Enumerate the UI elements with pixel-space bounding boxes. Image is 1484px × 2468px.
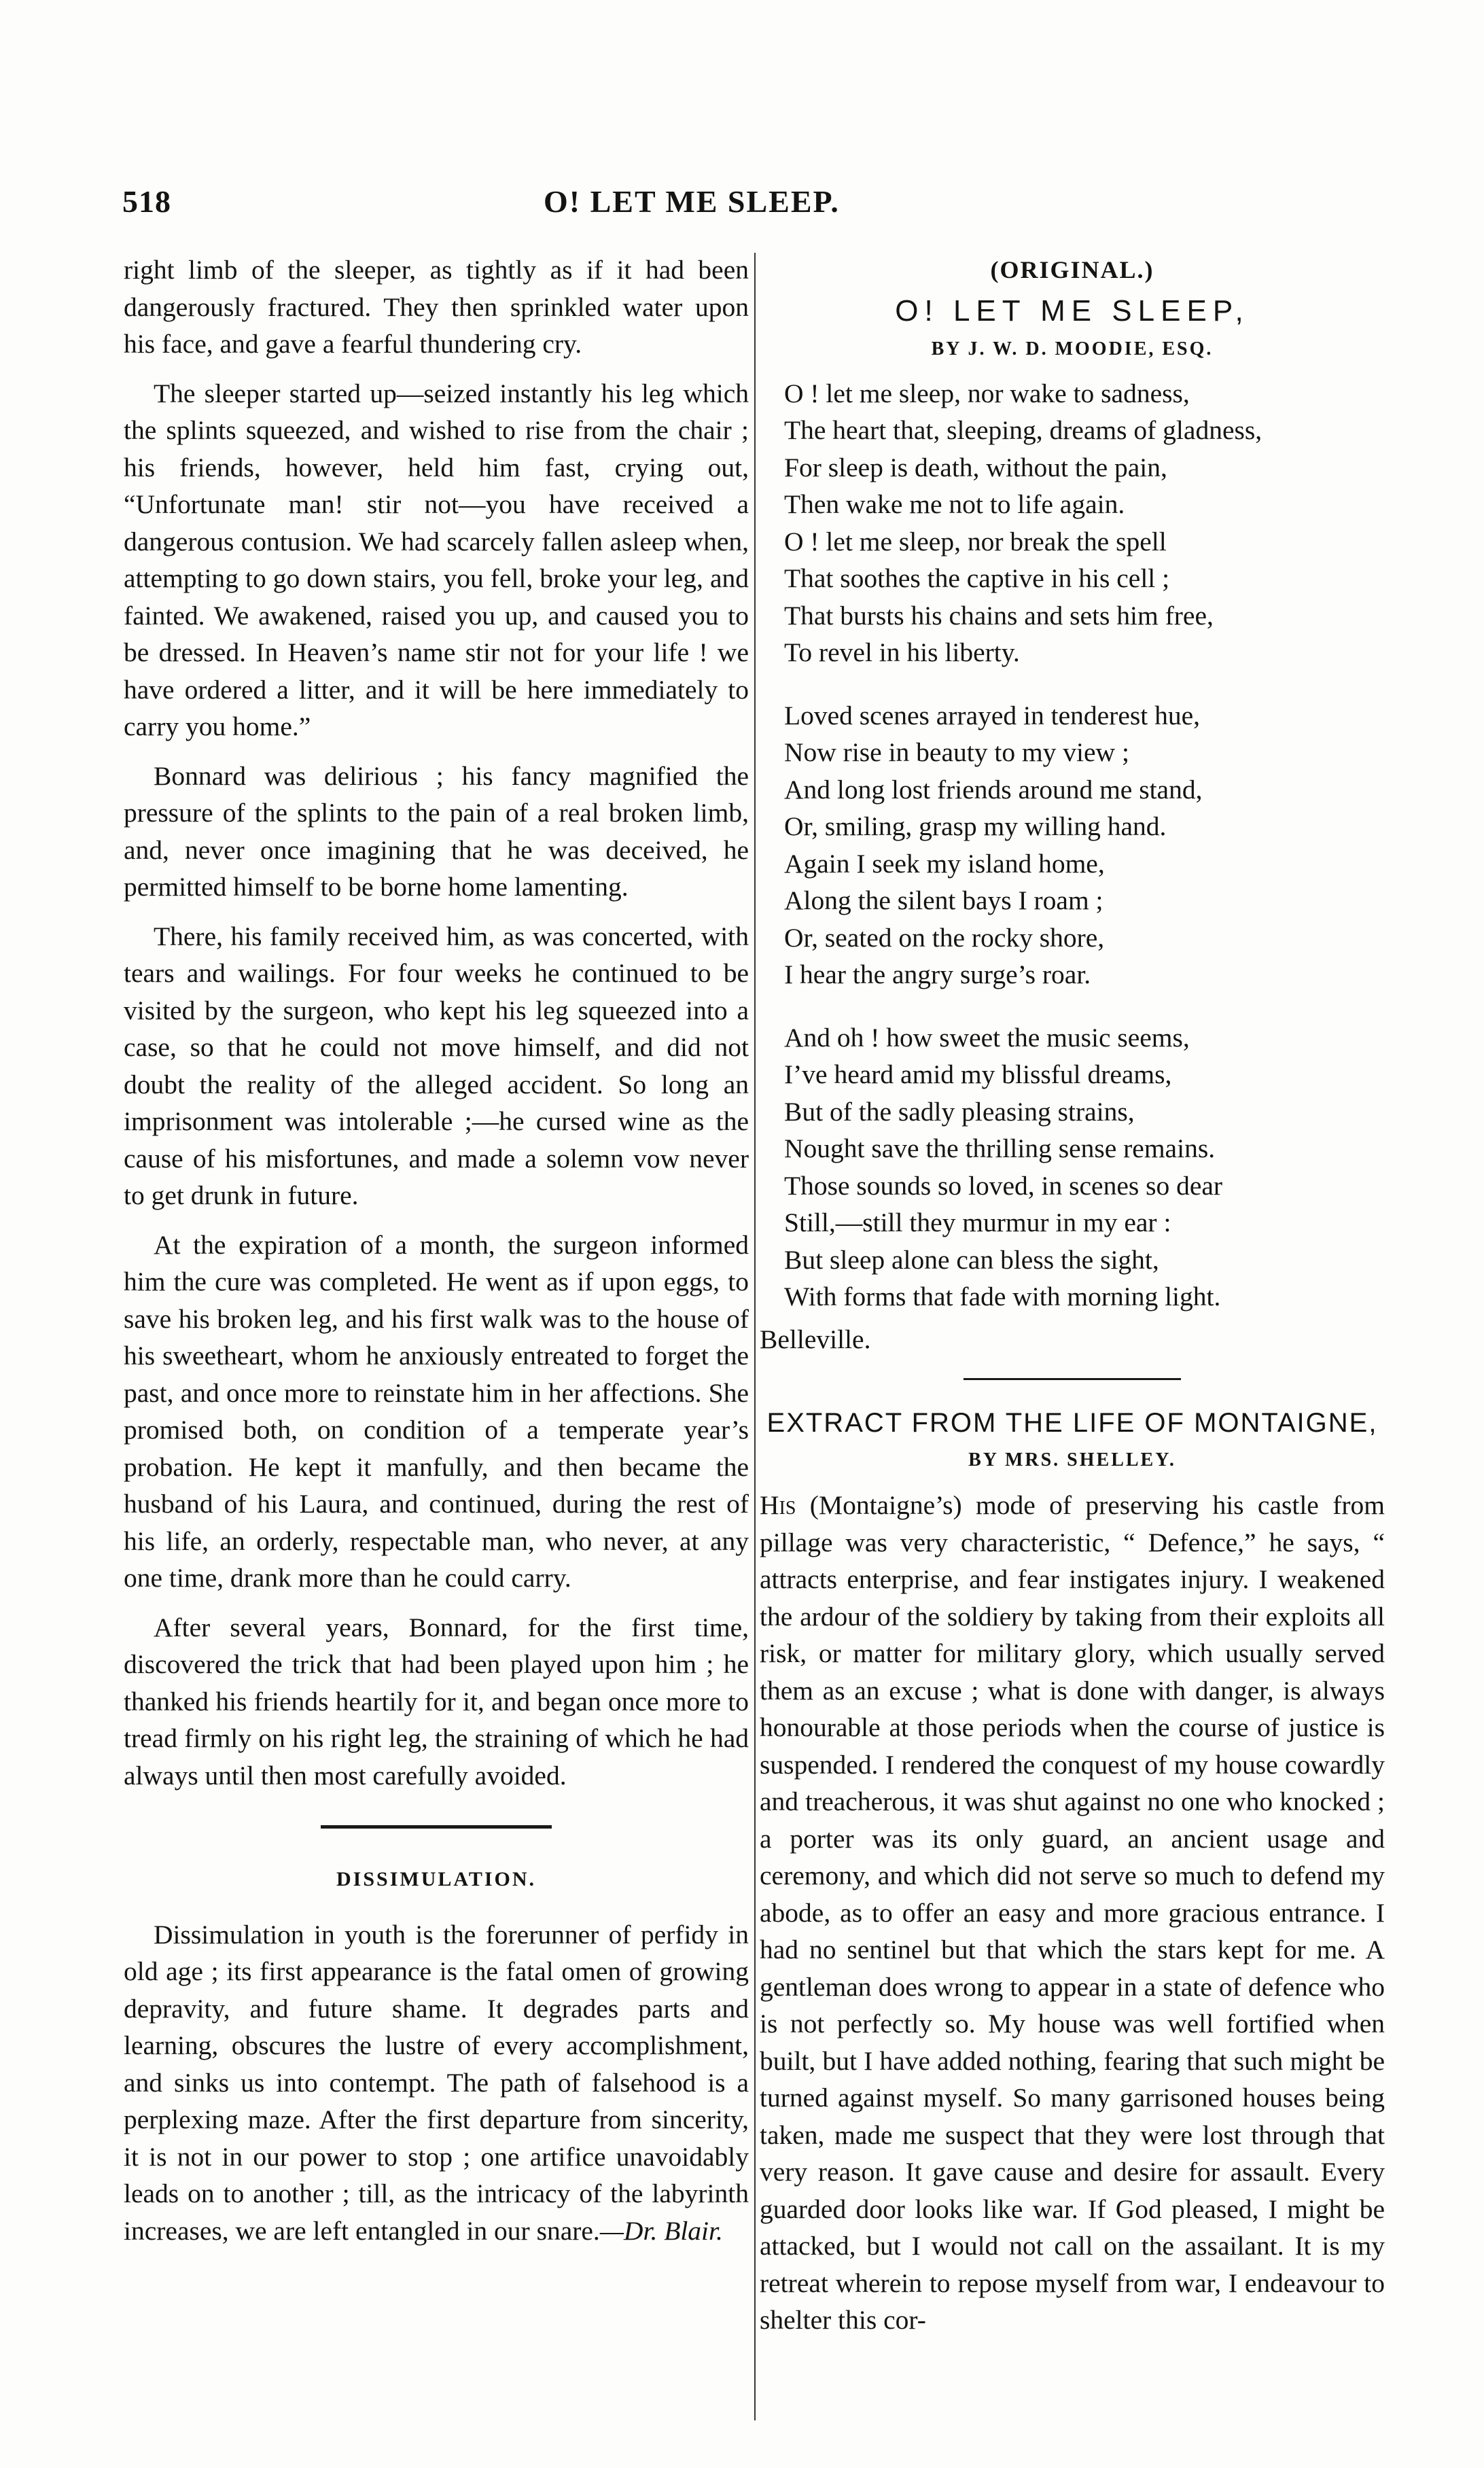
poem-byline: BY J. W. D. MOODIE, ESQ. [931,338,1214,359]
original-label: (ORIGINAL.) [990,256,1154,283]
poem-place: Belleville. [760,1324,871,1354]
poem-line: For sleep is death, without the pain, [784,452,1167,482]
extract-text: (Montaigne’s) mode of preserving his castle from pillage was very characteristic, “ Defence,” he says, “ attracts enterprise, and fear instigates injury. I weakened the ardour of the soldiery by taking from their exploits all risk, or matter for military glory, which usually served them as an excuse ; what is done with danger, is always honourable at those periods when the course of justice is suspended. I rendered the conquest of my house cowardly and treacherous, it was shut against no one who knocked ; a porter was its only guard, an ancient usage and ceremony, and which did not serve so much to defend my abode, as to offer an easy and more gracious entrance. I had no sentinel but that which the stars kept for me. A gentleman does wrong to appear in a state of defence who is not perfectly so. My house was well fortified when built, but I have added nothing, fearing that such might be turned against myself. So many garrisoned houses being taken, made me suspect that they were lost through that very reason. It gave cause and desire for assault. Every guarded door looks like war. If God pleased, I might be attacked, but I would not call on the assailant. It is my retreat wherein to repose myself from war, I endeavour to shelter this cor- [760,1490,1385,2335]
poem-line: I hear the angry surge’s roar. [784,959,1091,989]
poem-line: Along the silent bays I roam ; [784,885,1103,915]
poem-line: O ! let me sleep, nor break the spell [784,526,1167,557]
poem-line: Now rise in beauty to my view ; [784,737,1129,767]
poem-stanza [784,1019,1385,1316]
poem-line: O ! let me sleep, nor wake to sadness, [784,378,1190,408]
poem-line: And long lost friends around me stand, [784,774,1203,805]
paragraph: After several years, Bonnard, for the first time, discovered the trick that had been played upon him ; he thanked his friends heartily for it, and began once more to tread firmly on his right leg, the straining of which he had always until then most carefully avoided. [124,1612,749,1791]
right-column [760,251,1385,2339]
dissimulation-text: Dissimulation in youth is the forerunner of perfidy in old age ; its first appearance is the fatal omen of growing depravity, and future shame. It degrades parts and learning, obscures the lustre of every accomplishment, and sinks us into contempt. The path of falsehood is a perplexing maze. After the first departure from sincerity, it is not in our power to stop ; one artifice unavoidably leads on to another ; till, as the intricacy of the labyrinth increases, we are left entangled in our snare. [124,1919,749,2246]
poem-line: Then wake me not to life again. [784,489,1125,519]
poem-line: But sleep alone can bless the sight, [784,1244,1159,1275]
poem-line: With forms that fade with morning light. [784,1282,1221,1311]
poem-line: Or, smiling, grasp my willing hand. [784,811,1167,841]
poem-line: That soothes the captive in his cell ; [784,563,1170,593]
section-divider [964,1378,1181,1380]
poem-line: To revel in his liberty. [784,637,1020,667]
extract-byline: BY MRS. SHELLEY. [968,1449,1176,1470]
dissimulation-title: DISSIMULATION. [336,1868,536,1890]
extract-paragraph [760,1487,1385,2339]
poem-line: Again I seek my island home, [784,848,1105,879]
paragraph: There, his family received him, as was concerted, with tears and wailings. For four weeks he continued to be visited by the surgeon, who kept his leg squeezed into a case, so that he could not move himself, and did not doubt the reality of the alleged accident. So long an imprisonment was intolerable ;—he cursed wine as the cause of his misfortunes, and made a solemn vow never to get drunk in future. [124,921,749,1210]
left-column [124,251,749,2249]
poem-line: The heart that, sleeping, dreams of gladness, [784,415,1262,445]
poem-line: Or, seated on the rocky shore, [784,922,1105,953]
paragraph: right limb of the sleeper, as tightly as if it had been dangerously fractured. They then sprinkled water upon his face, and gave a fearful thundering cry. [124,255,749,359]
section-divider [321,1825,552,1829]
poem-line: Loved scenes arrayed in tenderest hue, [784,700,1200,730]
dissimulation-attribution: —Dr. Blair. [599,2215,723,2246]
extract-title: EXTRACT FROM THE LIFE OF MONTAIGNE, [766,1408,1378,1438]
extract-first-word: His [760,1490,796,1520]
paragraph: The sleeper started up—seized instantly his leg which the splints squeezed, and wished to rise from the chair ; his friends, however, held him fast, crying out, “Unfortunate man! stir not—you have received a dangerous contusion. We had scarcely fallen asleep when, attempting to go down stairs, you fell, broke your leg, and fainted. We awakened, raised you up, and caused you to be dressed. In Heaven’s name stir not for your life ! we have ordered a litter, and it will be here immediately to carry you home.” [124,378,749,741]
poem-line: But of the sadly pleasing strains, [784,1096,1135,1127]
poem-line: That bursts his chains and sets him free, [784,600,1214,631]
page-number: 518 [122,184,171,219]
poem-line: Still,—still they murmur in my ear : [784,1207,1171,1237]
poem-line: Nought save the thrilling sense remains. [784,1133,1216,1163]
poem-stanza [784,375,1385,671]
dissimulation-paragraph [124,1916,749,2250]
poem-line: And oh ! how sweet the music seems, [784,1022,1190,1053]
poem-title: O! LET ME SLEEP, [895,294,1250,328]
poem-line: Those sounds so loved, in scenes so dear [784,1170,1223,1201]
running-title: O! LET ME SLEEP. [544,184,840,219]
poem-line: I’ve heard amid my blissful dreams, [784,1059,1172,1089]
poem-stanza [784,697,1385,993]
paragraph: At the expiration of a month, the surgeon informed him the cure was completed. He went as if upon eggs, to save his broken leg, and his first walk was to the house of his sweetheart, whom he anxiously entreated to forget the past, and once more to reinstate him in her affections. She promised both, on condition of a temperate year’s probation. He kept it manfully, and then became the husband of his Laura, and continued, during the rest of his life, an orderly, respectable man, who never, at any one time, drank more than he could carry. [124,1229,749,1593]
running-head [122,183,1389,231]
paragraph: Bonnard was delirious ; his fancy magnified the pressure of the splints to the pain of a real broken limb, and, never once imagining that he was deceived, he permitted himself to be borne home lamenting. [124,760,749,902]
column-divider [754,253,756,2420]
